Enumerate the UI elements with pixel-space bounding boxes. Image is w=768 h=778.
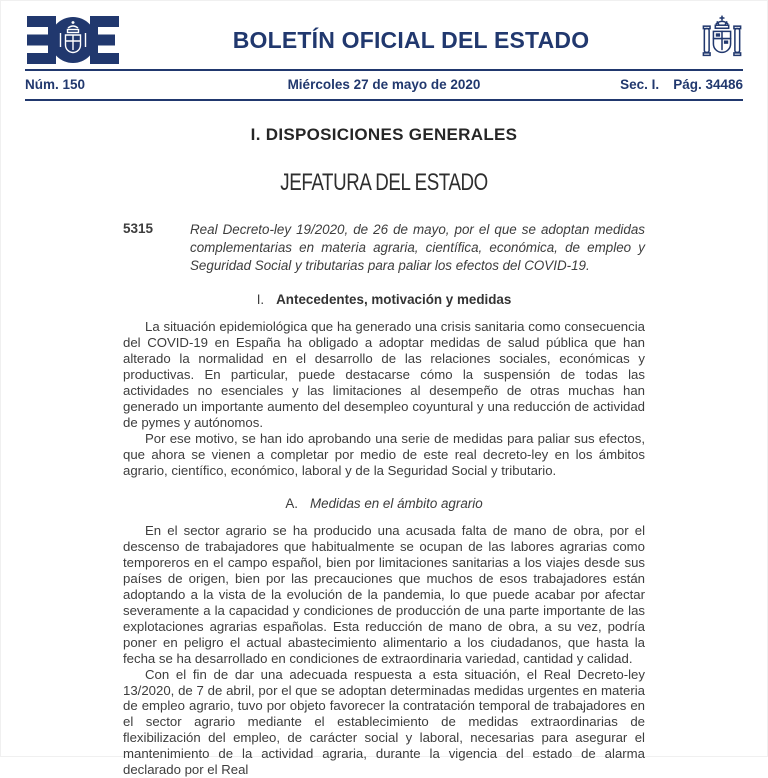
subsection-title: Medidas en el ámbito agrario xyxy=(309,496,483,512)
subsection-title: Antecedentes, motivación y medidas xyxy=(276,292,512,308)
boe-header xyxy=(0,0,768,101)
document-body xyxy=(0,125,768,778)
paragraph: Con el fin de dar una adecuada respuesta a esta situación, el Real Decreto-ley 13/2020, de 7 de abril, por el que se adoptan determinadas medidas urgentes en materia de empleo agrario, tuvo por objeto favorecer la contratación temporal de trabajadores en el sector agrario mediante el establecimiento de medidas extraordinarias de flexibilización del empleo, de carácter social y laboral, necesarias para asegurar el mantenimiento de la actividad agraria, durante la vigencia del estado de alarma declarado por el Real xyxy=(123,666,645,778)
paragraph: En el sector agrario se ha producido una acusada falta de mano de obra, por el descenso de trabajadores que habitualmente se ocupan de las labores agrarias como temporeros en el campo español, bien por limitaciones sanitarias a los viajes desde sus países de origen, bien por las precauciones que muchos de esos trabajadores están adoptando a la vista de la evolución de la pandemia, lo que puede acabar por afectar severamente a la capacidad y condiciones de producción de una parte importante de las explotaciones agrarias españolas. Esta reducción de mano de obra, a su vez, podría poner en peligro el actual abastecimiento alimentario a los ciudadanos, que hasta la fecha se ha desarrollado en condiciones de extraordinaria variedad, cantidad y calidad. xyxy=(123,523,645,666)
issue-date: Miércoles 27 de mayo de 2020 xyxy=(287,77,481,92)
item-number: 5315 xyxy=(123,221,154,236)
coat-of-arms-icon xyxy=(701,14,743,66)
decree-item xyxy=(123,221,645,274)
subsection-heading-agrario xyxy=(123,496,645,511)
issue-meta-bar xyxy=(0,71,768,99)
general-dispositions-heading: I. DISPOSICIONES GENERALES xyxy=(250,125,518,144)
paragraph-block xyxy=(123,319,645,478)
paragraph: La situación epidemiológica que ha generado una crisis sanitaria como consecuencia del COVID-19 en España ha obligado a adoptar medidas de salud pública que han alterado la normalidad en el desarrollo de las relaciones sociales, económicas y productivas. En particular, puede destacarse cómo la suspensión de todas las actividades no esenciales y las limitaciones al desempeño de otras muchas han generado un importante aumento del desempleo coyuntural y una reducción de actividad de pymes y autónomos. xyxy=(123,319,645,430)
page-title: BOLETÍN OFICIAL DEL ESTADO xyxy=(232,26,590,53)
paragraph: Por ese motivo, se han ido aprobando una serie de medidas para paliar sus efectos, que ahora se vienen a completar por medio de este real decreto-ley en los ámbitos agrario, científico, económico, laboral y de la Seguridad Social y tributario. xyxy=(123,430,645,478)
subsection-heading-antecedentes xyxy=(123,292,645,307)
subsection-numeral: I. xyxy=(256,292,265,308)
issue-number: Núm. 150 xyxy=(25,77,86,92)
item-title: Real Decreto-ley 19/2020, de 26 de mayo, por el que se adoptan medidas complementarias en materia agraria, científica, económica, de empleo y Seguridad Social y tributarias para paliar los efectos del COVID-19. xyxy=(190,222,645,273)
page-ref: Pág. 34486 xyxy=(673,77,743,92)
header-rule-bottom xyxy=(25,99,743,101)
subsection-numeral: A. xyxy=(285,496,298,512)
paragraph-block xyxy=(123,523,645,778)
issuer-heading: JEFATURA DEL ESTADO xyxy=(280,169,488,196)
boe-logo-icon xyxy=(25,15,121,65)
boe-logo xyxy=(25,15,121,65)
section-ref: Sec. I. xyxy=(620,77,660,92)
